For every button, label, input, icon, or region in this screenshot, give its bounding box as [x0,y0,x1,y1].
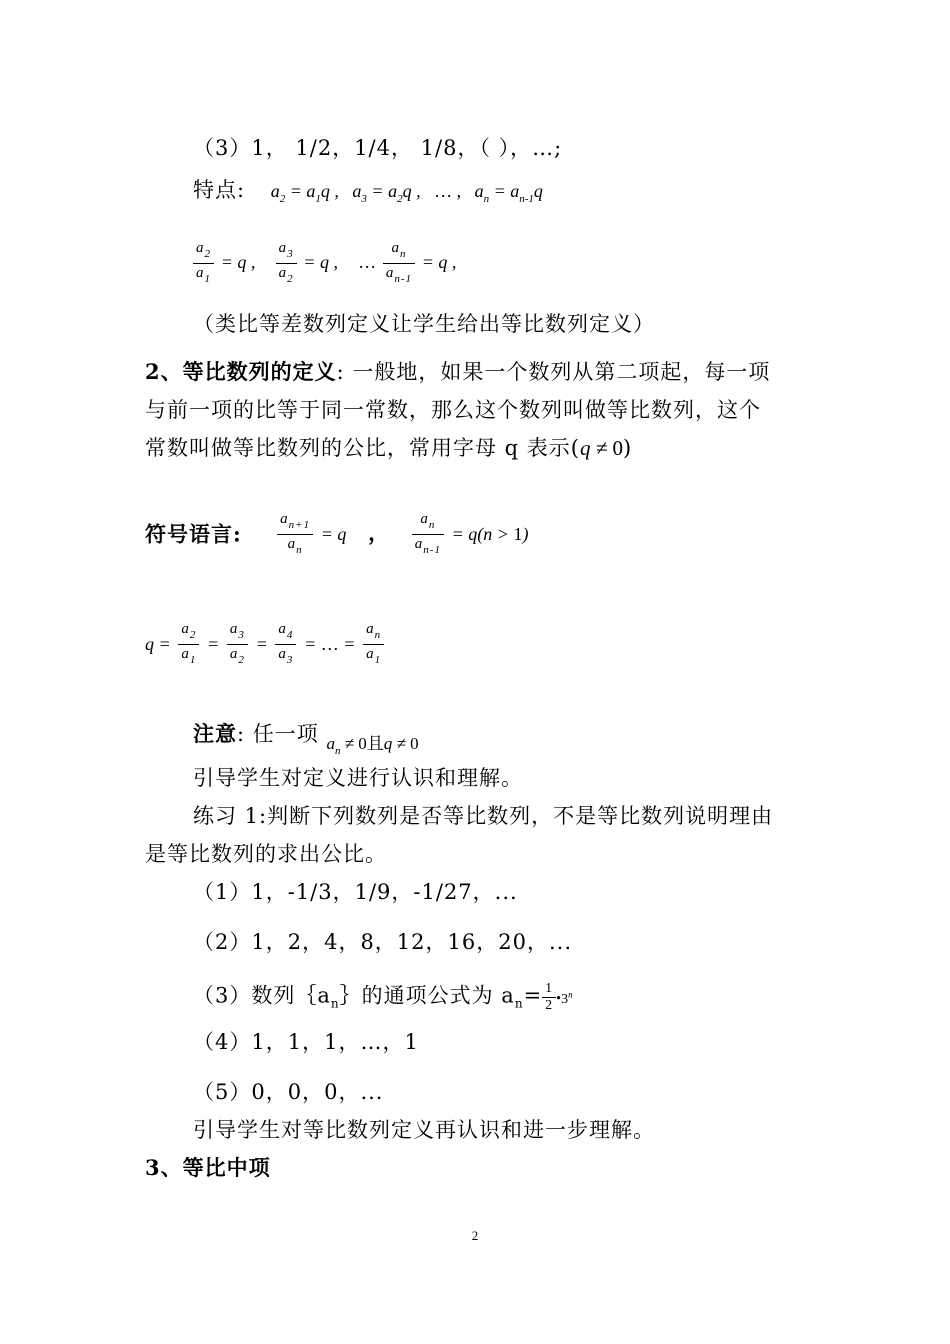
symbol-language-line: 符号语言: $\frac{a_{n+1}}{a_n}$ = q ， $\frac{a_n}{a_{n-1}}$ = q(n > 1) [145,505,528,563]
definition-line-1: 2、等比数列的定义: 一般地，如果一个数列从第二项起，每一项 [145,359,771,384]
practice-line-1: 练习 1:判断下列数列是否等比数列，不是等比数列说明理由 [193,804,774,828]
page-number: 2 [471,1228,479,1243]
q-nonzero: q ≠ 0 [580,436,624,460]
q-chain-line: q = $\frac{a_2}{a_1}$ = $\frac{a_3}{a_2}$ = $\frac{a_4}{a_3}$ = … = $\frac{a_n}{a_1}$ [145,615,384,672]
definition-line-3: 常数叫做等比数列的公比，常用字母 q 表示(q ≠ 0) [145,436,633,460]
guide-2: 引导学生对等比数列定义再认识和进一步理解。 [193,1118,655,1142]
definition-heading: 2、等比数列的定义 [145,359,337,384]
analogy-note: （类比等差数列定义让学生给出等比数列定义） [193,312,655,336]
practice-item-2: （2）1，2，4，8，12，16，20，... [193,930,572,954]
practice-item-4: （4）1，1，1，…，1 [193,1030,419,1054]
ex3-line: （3）1， 1/2，1/4， 1/8，（ ），…; [193,136,563,160]
note-line: 注意: 任一项 $_{a_n \ne 0且q \ne 0}$ [193,721,419,757]
geometric-mean-heading: 3、等比中项 [145,1155,271,1180]
ratio-an1-an: $\frac{a_{n+1}}{a_n}$ [277,510,313,559]
ratio-a2-a1: $\frac{a_2}{a_1}$ [193,239,214,288]
features-formula: $a_2 = a_1q$ , $a_3 = a_2q$ , … , $a_n = a_{n-1}q$ [270,181,543,205]
practice-line-2: 是等比数列的求出公比。 [145,842,387,866]
symbol-label: 符号语言: [145,521,242,547]
ratio-an-an1: $\frac{a_n}{a_{n-1}}$ [383,239,415,288]
ratio-formula-line: $\frac{a_2}{a_1}$ = q , $\frac{a_3}{a_2}$ = q , … $\frac{a_n}{a_{n-1}}$ = q , [193,234,456,291]
note-label: 注意 [193,721,237,746]
ratio-a3-a2: $\frac{a_3}{a_2}$ [276,239,297,288]
guide-1: 引导学生对定义进行认识和理解。 [193,766,523,790]
features-label: 特点: [193,178,246,202]
practice-item-1: （1）1，-1/3，1/9，-1/27，... [193,880,518,904]
features-line [193,176,543,213]
practice-item-3: （3）数列$\{a_n\}$的通项公式为 $a_n=$ $\frac{1}{2}$ •3$^n$ [193,980,573,1013]
ratio-an-an1-b: $\frac{a_n}{a_{n-1}}$ [412,510,444,559]
practice-item-5: （5）0，0，0，... [193,1080,384,1104]
definition-line-2: 与前一项的比等于同一常数，那么这个数列叫做等比数列，这个 [145,398,761,422]
